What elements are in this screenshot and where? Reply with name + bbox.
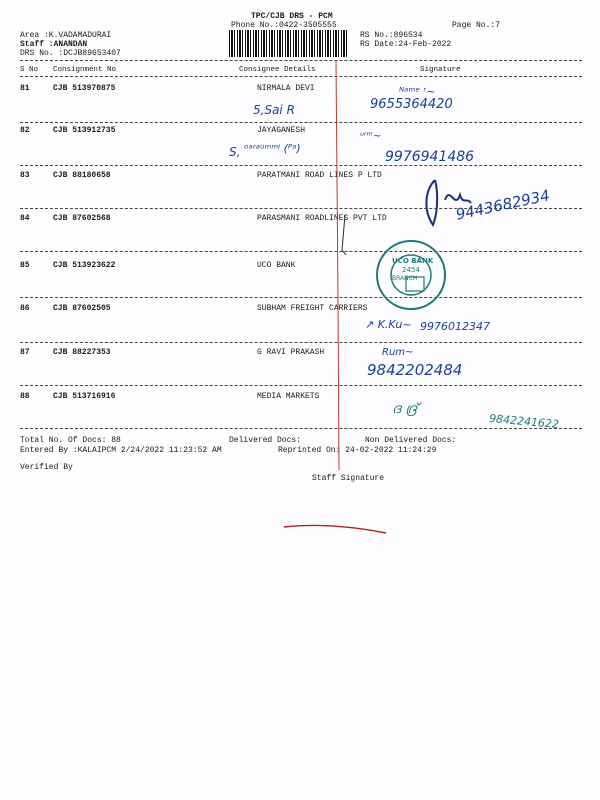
row-consignee: SUBHAM FREIGHT CARRIERS (257, 304, 368, 313)
row-consignee: PARASMANI ROADLINES PVT LTD (257, 214, 387, 223)
row-consignment: CJB 513970875 (53, 84, 116, 93)
handwritten-phone: 9842241622 (488, 411, 560, 432)
signature-scribble: ᵒᵃʳᵃᵘᵐᵐⁱ (ᴾᵃ) (244, 142, 301, 155)
handwritten-name: 5,Sai R (253, 103, 295, 117)
row-consignee: G RAVI PRAKASH (257, 348, 325, 357)
signature-scribble: Rum~ (382, 347, 414, 358)
row-sno: 88 (20, 392, 30, 401)
area-label: Area :K.VADAMADURAI (20, 31, 112, 40)
stamp-text: UCO BANK (392, 257, 434, 265)
col-signature: Signature (420, 66, 461, 74)
row-consignment: CJB 513912735 (53, 126, 116, 135)
document-title: TPC/CJB DRS - PCM (251, 12, 333, 21)
row-sno: 86 (20, 304, 30, 313)
row-consignee: JAYAGANESH (257, 126, 306, 135)
row-consignment: CJB 88180658 (53, 171, 111, 180)
row-consignment: CJB 513923622 (53, 261, 116, 270)
signature-scribble: ദ ദ്ര് (392, 401, 418, 417)
row-consignee: MEDIA MARKETS (257, 392, 320, 401)
staff-signature-label: Staff Signature (312, 474, 385, 483)
row-sno: 83 (20, 171, 30, 180)
col-sno: S No (20, 66, 39, 74)
handwritten-phone: 9976012347 (420, 320, 490, 333)
handwritten-phone: 9655364420 (370, 97, 453, 112)
col-consignment: Consignment No (53, 66, 117, 74)
non-delivered-docs: Non Delivered Docs: (365, 436, 457, 445)
row-consignment: CJB 513716916 (53, 392, 116, 401)
row-consignment: CJB 87602505 (53, 304, 111, 313)
verified-by: Verified By (20, 463, 73, 472)
red-stroke-mark (284, 525, 386, 533)
entered-by: Entered By :KALAIPCM 2/24/2022 11:23:52 AM (20, 446, 222, 455)
row-sno: 82 (20, 126, 30, 135)
reprinted-on: Reprinted On: 24-02-2022 11:24:29 (278, 446, 437, 455)
signature-scribble: ᴺᵃᵐᵉ ʳ~ (399, 85, 436, 98)
drs-number: DRS No. :DCJB89653407 (20, 49, 121, 58)
row-sno: 81 (20, 84, 30, 93)
delivered-docs: Delivered Docs: (229, 436, 302, 445)
total-docs: Total No. Of Docs: 88 (20, 436, 121, 445)
signature-scribble: ↗ K.Ku~ (365, 318, 412, 331)
stamp-text: 2454 (402, 266, 420, 274)
row-sno: 84 (20, 214, 30, 223)
stamp-text: BRANCH (392, 275, 418, 282)
signature-scribble: ᵘʳᵐ~ (360, 131, 382, 142)
rs-number: RS No.:896534 (360, 31, 423, 40)
row-consignee: PARATMANI ROAD LINES P LTD (257, 171, 382, 180)
row-consignment: CJB 87602568 (53, 214, 111, 223)
handwritten-phone: 9443682934 (454, 186, 552, 224)
phone-number: Phone No.:0422-3505555 (231, 21, 337, 30)
col-consignee: Consignee Details (239, 66, 316, 74)
handwritten-phone: 9842202484 (367, 361, 463, 379)
page-number: Page No.:7 (452, 21, 501, 30)
row-sno: 85 (20, 261, 30, 270)
row-consignment: CJB 88227353 (53, 348, 111, 357)
staff-label: Staff :ANANDAN (20, 40, 88, 49)
handwritten-phone: 9976941486 (385, 149, 475, 165)
handwritten-name: S, (229, 145, 241, 159)
row-sno: 87 (20, 348, 30, 357)
row-consignee: UCO BANK (257, 261, 296, 270)
row-consignee: NIRMALA DEVI (257, 84, 315, 93)
rs-date: RS Date:24-Feb-2022 (360, 40, 452, 49)
